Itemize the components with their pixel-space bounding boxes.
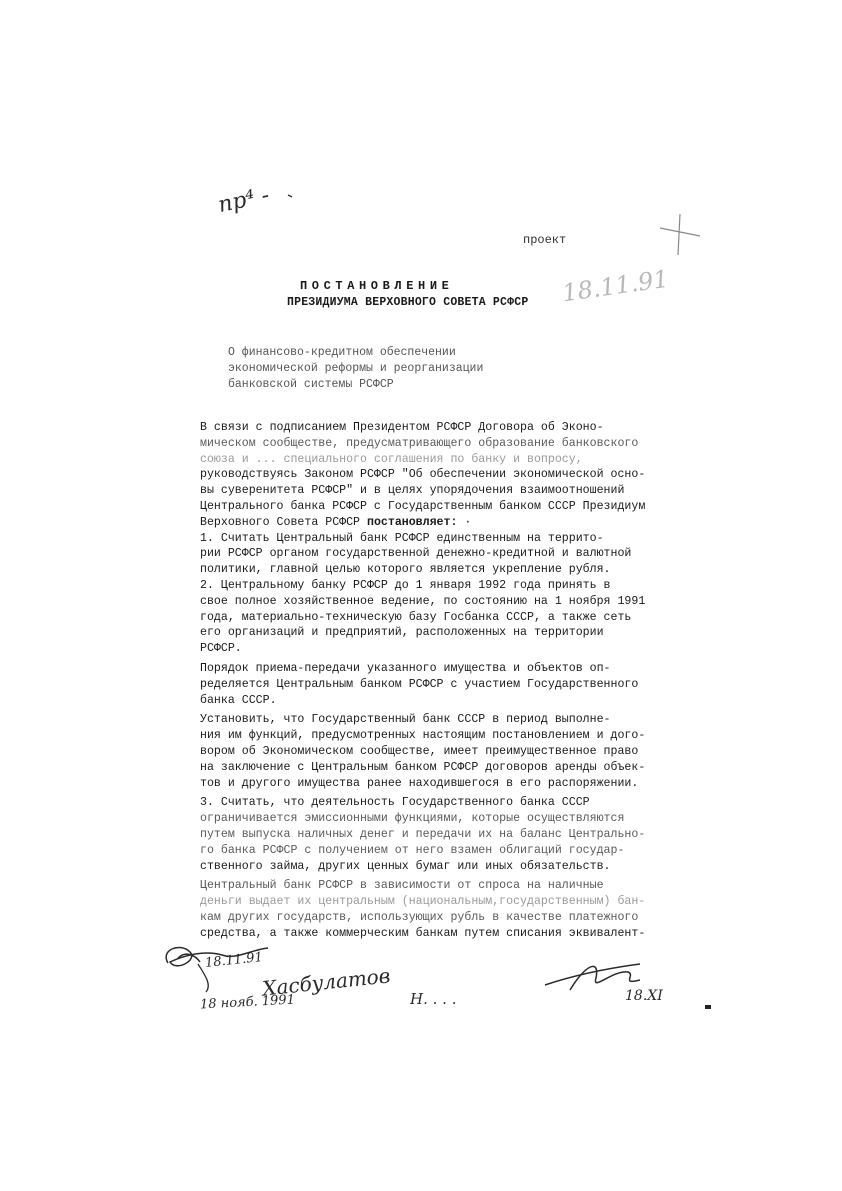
body-line: ределяется Центральным банком РСФСР с участием Государственного: [200, 677, 639, 691]
body-line: тов и другого имущества ранее находившегося в его распоряжении.: [200, 776, 639, 790]
document-issuer: ПРЕЗИДИУМА ВЕРХОВНОГО СОВЕТА РСФСР: [287, 296, 529, 309]
resolution-keyword: постановляет:: [366, 515, 458, 529]
signature-date-right: 18.XI: [625, 988, 663, 1004]
body-line: путем выпуска наличных денег и передачи их на баланс Центрально-: [200, 827, 646, 841]
body-line: 1. Считать Центральный банк РСФСР единственным на террито-: [200, 531, 604, 545]
body-line: мическом сообществе, предусматривающего образование банковского: [200, 436, 639, 450]
body-line: РСФСР.: [200, 642, 242, 656]
body-line: Центрального банка РСФСР с Государственным банком СССР Президиум: [200, 499, 646, 513]
document-body: [200, 420, 652, 942]
subject-line: О финансово-кредитном обеспечении: [228, 346, 456, 359]
body-line: В связи с подписанием Президентом РСФСР Договора об Эконо-: [200, 421, 604, 434]
body-line: союза и ... специального соглашения по банку и вопросу,: [200, 452, 583, 466]
body-line: го банка РСФСР с получением от него взамен облигаций государ-: [200, 843, 625, 857]
body-line: [200, 515, 652, 531]
corner-cross-mark: [660, 214, 700, 255]
body-line-text: Верховного Совета РСФСР постановляет: ·: [200, 515, 472, 529]
body-line: ственного займа, других ценных бумаг или иных обязательств.: [200, 859, 611, 873]
body-line: кам других государств, использующих рубль в качестве платежного: [200, 910, 639, 924]
body-line: политики, главной целью которого является укрепление рубля.: [200, 563, 611, 577]
body-line: 3. Считать, что деятельность Государственного банка СССР: [200, 796, 590, 810]
draft-label: проект: [523, 233, 567, 247]
body-line: ния им функций, предусмотренных настоящим постановлением и дого-: [200, 729, 646, 743]
handwritten-corner-note: пр⁴ -: [215, 182, 272, 219]
body-line: Центральный банк РСФСР в зависимости от спроса на наличные: [200, 879, 604, 893]
corner-dash: [288, 195, 292, 197]
signature-name-left: Хасбулатов: [261, 963, 392, 1001]
document-title: ПОСТАНОВЛЕНИЕ: [300, 279, 454, 293]
document-subject: [228, 345, 483, 393]
body-line: Порядок приема-передачи указанного имущества и объектов оп-: [200, 661, 611, 675]
signature-date-left: 18.11.91: [204, 950, 264, 971]
body-line: свое полное хозяйственное ведение, по состоянию на 1 ноября 1991: [200, 594, 646, 608]
body-line: 2. Центральному банку РСФСР до 1 января 1992 года принять в: [200, 578, 611, 592]
body-line: вы суверенитета РСФСР" и в целях упорядочения взаимоотношений: [200, 484, 625, 498]
body-line: руководствуясь Законом РСФСР "Об обеспечении экономической осно-: [200, 468, 646, 482]
body-line: банка СССР.: [200, 693, 277, 707]
subject-line: банковской системы РСФСР: [228, 378, 394, 391]
subject-line: экономической реформы и реорганизации: [228, 362, 484, 375]
body-line: деньги выдает их центральным (национальным,государственным) бан-: [200, 895, 646, 909]
stamp-date: 18.11.91: [560, 264, 671, 308]
body-line: на заключение с Центральным банком РСФСР договоров аренды объек-: [200, 760, 646, 774]
signature-date-left-2: 18 нояб. 1991: [199, 992, 296, 1013]
body-line: года, материально-техническую базу Госбанка СССР, а также сеть: [200, 610, 632, 624]
right-signature-scribble: [545, 964, 640, 990]
body-line: ограничивается эмиссионными функциями, которые осуществляются: [200, 812, 625, 826]
body-line: средства, а также коммерческим банкам путем списания эквивалент-: [200, 926, 646, 940]
body-line: рии РСФСР органом государственной денежно-кредитной и валютной: [200, 547, 632, 561]
body-line: вором об Экономическом сообществе, имеет преимущественное право: [200, 744, 639, 758]
ink-spot: [705, 1005, 711, 1009]
body-line: Установить, что Государственный банк СССР в период выполне-: [200, 713, 611, 727]
signature-initials-center: Н. . . .: [410, 990, 457, 1008]
body-line: его организаций и предприятий, расположенных на территории: [200, 626, 604, 640]
